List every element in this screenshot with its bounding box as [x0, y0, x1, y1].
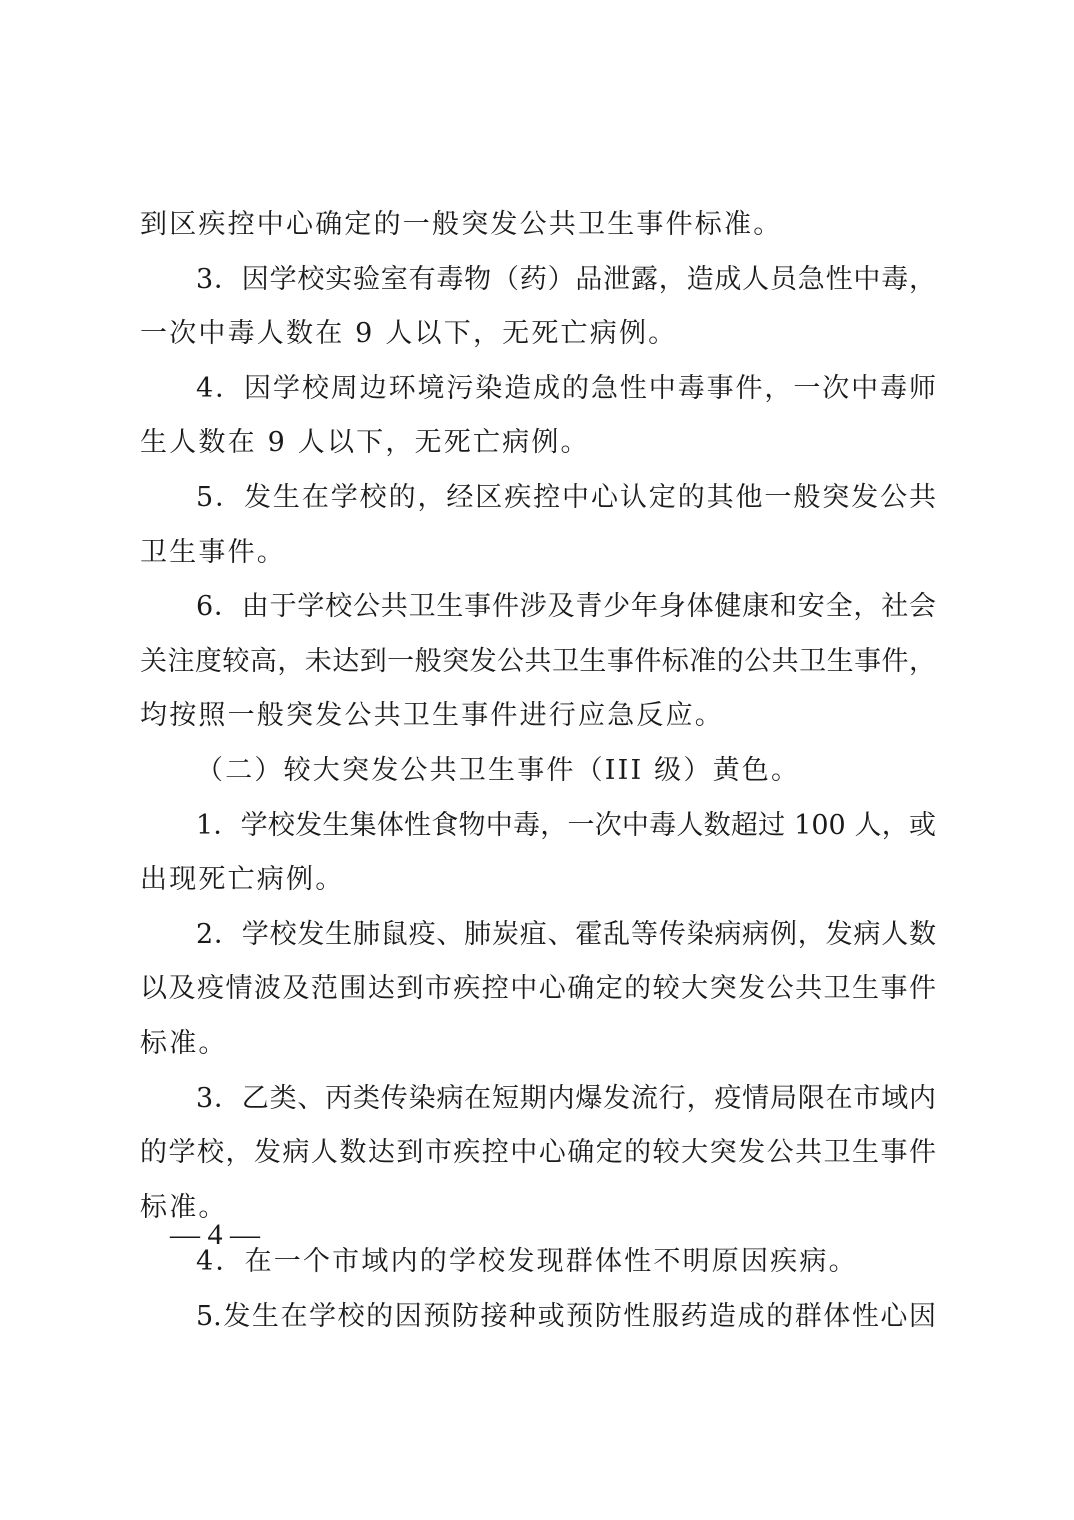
text-line: 的学校，发病人数达到市疾控中心确定的较大突发公共卫生事件	[140, 1137, 936, 1169]
page-number: — 4 —	[170, 1218, 260, 1251]
text-line: 3．乙类、丙类传染病在短期内爆发流行，疫情局限在市域内	[196, 1082, 936, 1114]
text-line: 3．因学校实验室有毒物（药）品泄露，造成人员急性中毒，	[196, 263, 936, 295]
text-line: 关注度较高，未达到一般突发公共卫生事件标准的公共卫生事件，	[140, 645, 936, 677]
text-line: 均按照一般突发公共卫生事件进行应急反应。	[140, 700, 724, 732]
text-line: 6．由于学校公共卫生事件涉及青少年身体健康和安全，社会	[196, 591, 936, 623]
text-line: 5．发生在学校的，经区疾控中心认定的其他一般突发公共	[196, 481, 936, 513]
text-line: （二）较大突发公共卫生事件（III 级）黄色。	[196, 754, 801, 786]
text-line: 1．学校发生集体性食物中毒，一次中毒人数超过 100 人，或	[196, 809, 936, 841]
text-line: 2．学校发生肺鼠疫、肺炭疽、霍乱等传染病病例，发病人数	[196, 918, 936, 950]
text-line: 4．因学校周边环境污染造成的急性中毒事件，一次中毒师	[196, 372, 936, 404]
text-line: 标准。	[140, 1027, 228, 1059]
text-line: 5.发生在学校的因预防接种或预防性服药造成的群体性心因	[196, 1300, 936, 1332]
text-line: 4．在一个市域内的学校发现群体性不明原因疾病。	[196, 1246, 858, 1278]
text-line: 到区疾控中心确定的一般突发公共卫生事件标准。	[140, 209, 783, 240]
text-line: 生人数在 9 人以下，无死亡病例。	[140, 427, 590, 459]
text-line: 出现死亡病例。	[140, 864, 345, 896]
text-line: 标准。	[140, 1191, 228, 1223]
text-line: 一次中毒人数在 9 人以下，无死亡病例。	[140, 318, 678, 350]
text-line: 卫生事件。	[140, 536, 286, 568]
text-line: 以及疫情波及范围达到市疾控中心确定的较大突发公共卫生事件	[140, 973, 936, 1005]
document-body	[140, 198, 936, 1344]
